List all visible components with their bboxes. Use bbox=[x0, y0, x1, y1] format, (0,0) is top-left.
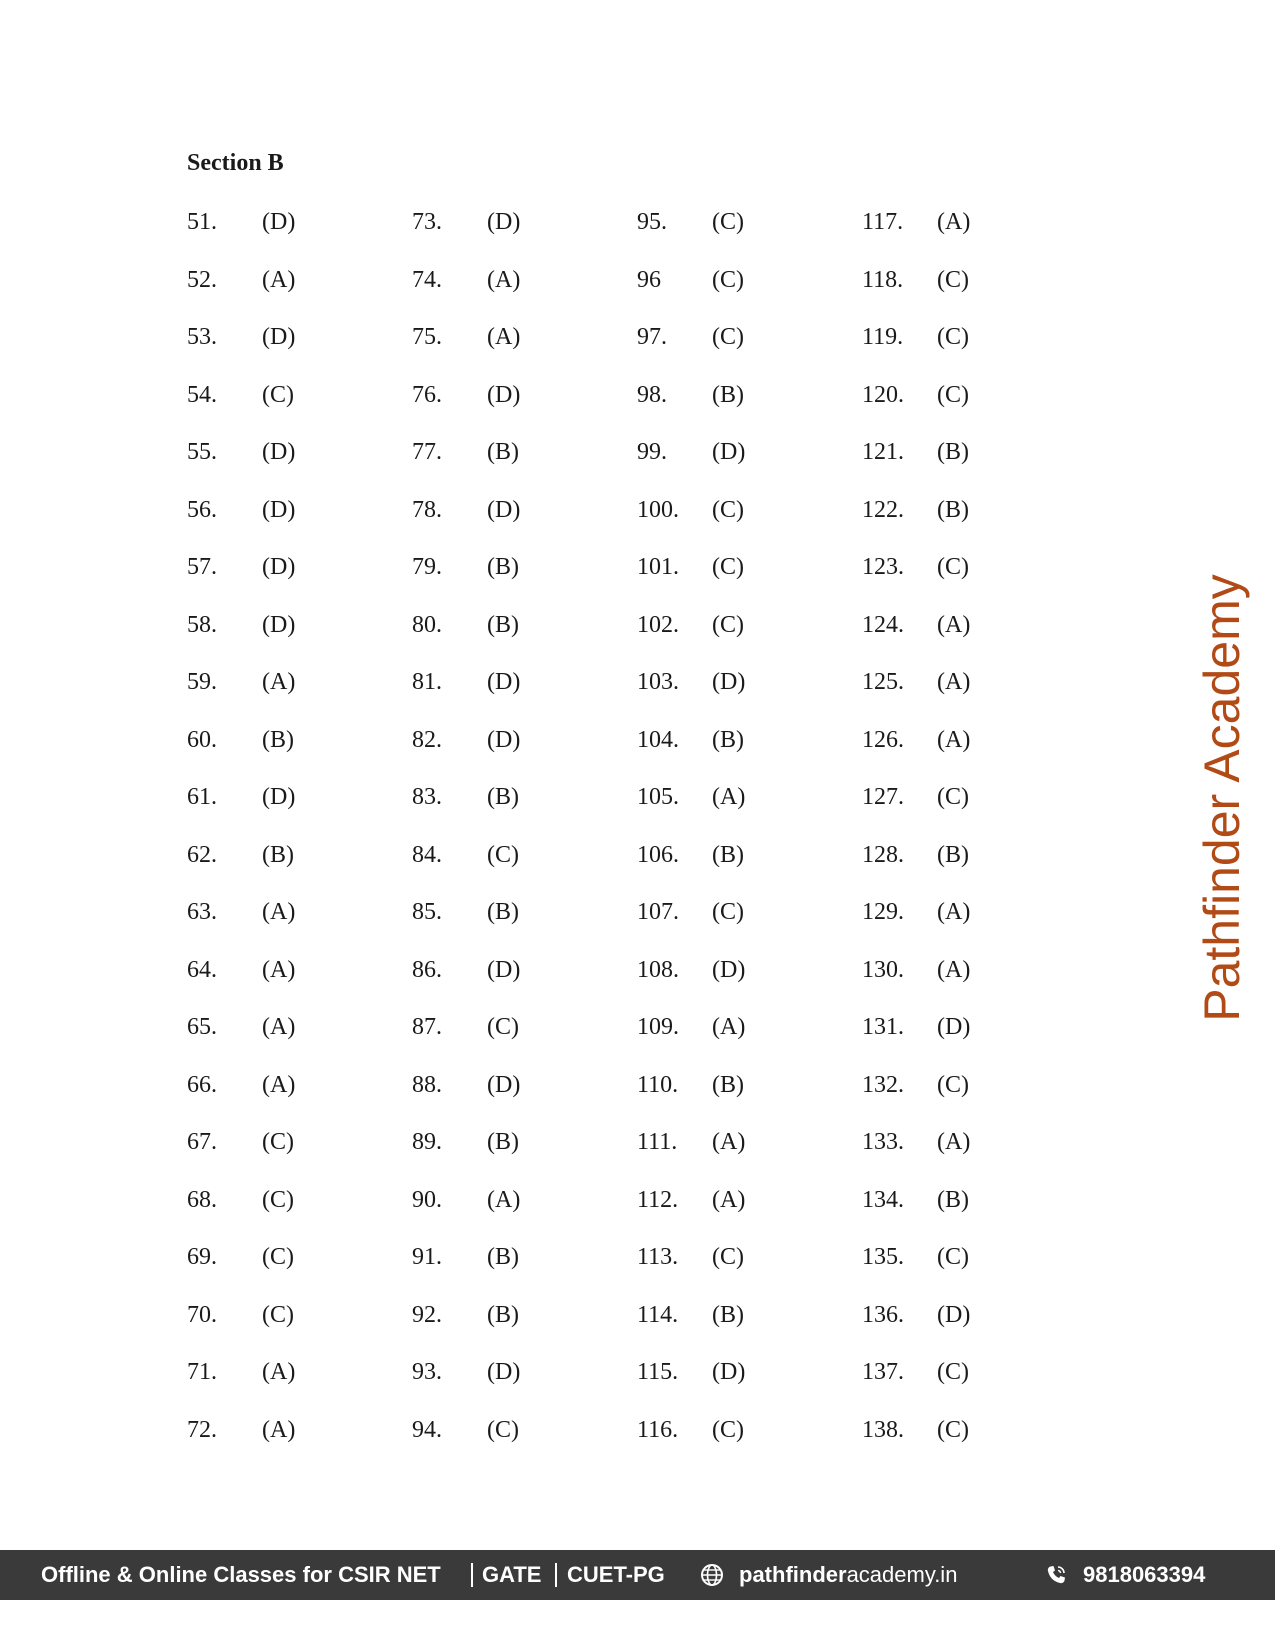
answer-option: (A) bbox=[937, 956, 971, 983]
question-number: 51. bbox=[187, 209, 217, 235]
question-number: 122. bbox=[862, 496, 904, 523]
question-number: 105. bbox=[637, 784, 679, 810]
answer-option: (A) bbox=[262, 1014, 296, 1040]
answer-option: (D) bbox=[712, 439, 746, 465]
answer-option: (D) bbox=[487, 1359, 521, 1385]
question-number: 64. bbox=[187, 956, 217, 983]
question-number: 121. bbox=[862, 439, 904, 465]
question-number: 55. bbox=[187, 439, 217, 465]
answer-option: (D) bbox=[712, 1359, 746, 1385]
answer-option: (D) bbox=[937, 1301, 971, 1328]
section-title: Section B bbox=[187, 150, 284, 176]
answer-option: (B) bbox=[487, 1129, 519, 1155]
answer-option: (D) bbox=[262, 496, 296, 523]
answer-option: (A) bbox=[262, 1359, 296, 1385]
footer-cuet-text: CUET-PG bbox=[567, 1562, 665, 1587]
answer-option: (D) bbox=[487, 496, 521, 523]
answer-option: (C) bbox=[712, 496, 744, 523]
question-number: 109. bbox=[637, 1014, 679, 1040]
answer-option: (C) bbox=[487, 1416, 519, 1443]
answer-option: (A) bbox=[487, 324, 521, 350]
question-number: 67. bbox=[187, 1129, 217, 1155]
answer-option: (B) bbox=[262, 841, 294, 868]
answer-option: (C) bbox=[712, 324, 744, 350]
question-number: 103. bbox=[637, 669, 679, 695]
question-number: 99. bbox=[637, 439, 667, 465]
question-number: 70. bbox=[187, 1301, 217, 1328]
answer-option: (D) bbox=[262, 784, 296, 810]
question-number: 100. bbox=[637, 496, 679, 523]
answer-option: (A) bbox=[262, 266, 296, 293]
question-number: 90. bbox=[412, 1186, 442, 1213]
phone-icon bbox=[1044, 1563, 1068, 1587]
question-number: 98. bbox=[637, 381, 667, 408]
question-number: 93. bbox=[412, 1359, 442, 1385]
question-number: 56. bbox=[187, 496, 217, 523]
question-number: 113. bbox=[637, 1244, 679, 1270]
answer-option: (C) bbox=[937, 1359, 969, 1385]
question-number: 108. bbox=[637, 956, 679, 983]
answer-option: (B) bbox=[937, 841, 969, 868]
answer-option: (C) bbox=[937, 324, 969, 350]
answer-option: (B) bbox=[487, 1301, 519, 1328]
question-number: 60. bbox=[187, 726, 217, 753]
answer-option: (B) bbox=[262, 726, 294, 753]
question-number: 95. bbox=[637, 209, 667, 235]
answer-option: (A) bbox=[937, 726, 971, 753]
question-number: 138. bbox=[862, 1416, 904, 1443]
answer-option: (B) bbox=[487, 784, 519, 810]
answer-option: (B) bbox=[712, 841, 744, 868]
question-number: 87. bbox=[412, 1014, 442, 1040]
answer-option: (C) bbox=[937, 381, 969, 408]
question-number: 134. bbox=[862, 1186, 904, 1213]
answer-option: (C) bbox=[712, 554, 744, 580]
answer-option: (D) bbox=[487, 726, 521, 753]
question-number: 57. bbox=[187, 554, 217, 580]
answer-option: (D) bbox=[262, 209, 296, 235]
answer-option: (C) bbox=[487, 1014, 519, 1040]
answer-option: (D) bbox=[487, 209, 521, 235]
question-number: 116. bbox=[637, 1416, 679, 1443]
answer-option: (A) bbox=[262, 669, 296, 695]
question-number: 81. bbox=[412, 669, 442, 695]
question-number: 76. bbox=[412, 381, 442, 408]
question-number: 106. bbox=[637, 841, 679, 868]
answer-option: (C) bbox=[937, 1244, 969, 1270]
question-number: 135. bbox=[862, 1244, 904, 1270]
answer-option: (B) bbox=[937, 1186, 969, 1213]
watermark-text: Pathfinder Academy bbox=[1194, 574, 1250, 1022]
answer-option: (C) bbox=[712, 266, 744, 293]
question-number: 58. bbox=[187, 611, 217, 638]
question-number: 78. bbox=[412, 496, 442, 523]
question-number: 92. bbox=[412, 1301, 442, 1328]
answer-option: (D) bbox=[262, 439, 296, 465]
question-number: 130. bbox=[862, 956, 904, 983]
question-number: 79. bbox=[412, 554, 442, 580]
answer-option: (C) bbox=[712, 1416, 744, 1443]
answer-option: (D) bbox=[262, 324, 296, 350]
answer-option: (B) bbox=[487, 439, 519, 465]
question-number: 104. bbox=[637, 726, 679, 753]
question-number: 120. bbox=[862, 381, 904, 408]
footer-gate-text: GATE bbox=[482, 1562, 542, 1587]
question-number: 111. bbox=[637, 1129, 678, 1155]
answer-option: (C) bbox=[937, 554, 969, 580]
question-number: 107. bbox=[637, 899, 679, 925]
question-number: 62. bbox=[187, 841, 217, 868]
answer-option: (C) bbox=[262, 1301, 294, 1328]
answer-option: (C) bbox=[262, 1244, 294, 1270]
answer-option: (C) bbox=[487, 841, 519, 868]
answer-option: (A) bbox=[937, 899, 971, 925]
question-number: 94. bbox=[412, 1416, 442, 1443]
answer-option: (B) bbox=[712, 381, 744, 408]
answer-option: (A) bbox=[262, 899, 296, 925]
answer-option: (D) bbox=[262, 611, 296, 638]
answer-option: (D) bbox=[712, 669, 746, 695]
answer-option: (D) bbox=[487, 669, 521, 695]
answer-option: (B) bbox=[712, 726, 744, 753]
question-number: 101. bbox=[637, 554, 679, 580]
answer-option: (D) bbox=[262, 554, 296, 580]
answer-option: (C) bbox=[262, 1186, 294, 1213]
question-number: 137. bbox=[862, 1359, 904, 1385]
answer-option: (A) bbox=[937, 209, 971, 235]
globe-icon bbox=[700, 1563, 724, 1587]
question-number: 80. bbox=[412, 611, 442, 638]
answer-option: (D) bbox=[487, 1071, 521, 1098]
question-number: 52. bbox=[187, 266, 217, 293]
question-number: 72. bbox=[187, 1416, 217, 1443]
footer-website-link[interactable] bbox=[739, 1550, 957, 1600]
question-number: 68. bbox=[187, 1186, 217, 1213]
answer-option: (A) bbox=[937, 611, 971, 638]
question-number: 102. bbox=[637, 611, 679, 638]
question-number: 114. bbox=[637, 1301, 679, 1328]
question-number: 71. bbox=[187, 1359, 217, 1385]
question-number: 89. bbox=[412, 1129, 442, 1155]
answer-option: (C) bbox=[262, 381, 294, 408]
question-number: 59. bbox=[187, 669, 217, 695]
footer-bar bbox=[0, 1550, 1275, 1600]
question-number: 132. bbox=[862, 1071, 904, 1098]
question-number: 69. bbox=[187, 1244, 217, 1270]
answer-option: (B) bbox=[487, 1244, 519, 1270]
question-number: 115. bbox=[637, 1359, 679, 1385]
question-number: 54. bbox=[187, 381, 217, 408]
answer-option: (C) bbox=[937, 266, 969, 293]
answer-option: (C) bbox=[262, 1129, 294, 1155]
answer-option: (A) bbox=[712, 1014, 746, 1040]
answer-option: (A) bbox=[262, 956, 296, 983]
question-number: 131. bbox=[862, 1014, 904, 1040]
question-number: 82. bbox=[412, 726, 442, 753]
question-number: 86. bbox=[412, 956, 442, 983]
answer-option: (C) bbox=[712, 611, 744, 638]
answer-option: (B) bbox=[487, 899, 519, 925]
answer-option: (A) bbox=[712, 1129, 746, 1155]
answer-option: (D) bbox=[712, 956, 746, 983]
answer-option: (A) bbox=[487, 266, 521, 293]
question-number: 127. bbox=[862, 784, 904, 810]
question-number: 96 bbox=[637, 266, 661, 293]
question-number: 133. bbox=[862, 1129, 904, 1155]
question-number: 124. bbox=[862, 611, 904, 638]
question-number: 61. bbox=[187, 784, 217, 810]
website-bold: pathfinder bbox=[739, 1562, 847, 1587]
question-number: 117. bbox=[862, 209, 904, 235]
question-number: 125. bbox=[862, 669, 904, 695]
question-number: 91. bbox=[412, 1244, 442, 1270]
question-number: 74. bbox=[412, 266, 442, 293]
answer-option: (C) bbox=[712, 899, 744, 925]
question-number: 85. bbox=[412, 899, 442, 925]
answer-option: (C) bbox=[937, 1071, 969, 1098]
answer-option: (B) bbox=[712, 1071, 744, 1098]
answer-option: (D) bbox=[487, 381, 521, 408]
answer-option: (B) bbox=[487, 554, 519, 580]
answer-option: (B) bbox=[937, 439, 969, 465]
question-number: 53. bbox=[187, 324, 217, 350]
answer-option: (B) bbox=[937, 496, 969, 523]
question-number: 118. bbox=[862, 266, 904, 293]
question-number: 66. bbox=[187, 1071, 217, 1098]
answer-option: (B) bbox=[712, 1301, 744, 1328]
answer-option: (D) bbox=[487, 956, 521, 983]
footer-classes-text: Offline & Online Classes for CSIR NET bbox=[41, 1562, 441, 1587]
question-number: 126. bbox=[862, 726, 904, 753]
question-number: 123. bbox=[862, 554, 904, 580]
question-number: 75. bbox=[412, 324, 442, 350]
answer-option: (B) bbox=[487, 611, 519, 638]
website-light: academy.in bbox=[846, 1562, 958, 1587]
answer-option: (A) bbox=[487, 1186, 521, 1213]
question-number: 83. bbox=[412, 784, 442, 810]
footer-divider bbox=[471, 1563, 473, 1587]
question-number: 128. bbox=[862, 841, 904, 868]
question-number: 112. bbox=[637, 1186, 679, 1213]
footer-phone-number[interactable]: 9818063394 bbox=[1083, 1562, 1206, 1587]
question-number: 88. bbox=[412, 1071, 442, 1098]
question-number: 63. bbox=[187, 899, 217, 925]
question-number: 136. bbox=[862, 1301, 904, 1328]
answer-option: (C) bbox=[937, 784, 969, 810]
footer-divider bbox=[555, 1563, 557, 1587]
answer-option: (C) bbox=[937, 1416, 969, 1443]
question-number: 97. bbox=[637, 324, 667, 350]
answer-option: (A) bbox=[937, 669, 971, 695]
question-number: 73. bbox=[412, 209, 442, 235]
question-number: 119. bbox=[862, 324, 904, 350]
answer-option: (D) bbox=[937, 1014, 971, 1040]
answer-option: (C) bbox=[712, 209, 744, 235]
question-number: 77. bbox=[412, 439, 442, 465]
question-number: 110. bbox=[637, 1071, 679, 1098]
answer-option: (A) bbox=[712, 784, 746, 810]
answer-option: (A) bbox=[262, 1071, 296, 1098]
answer-option: (A) bbox=[262, 1416, 296, 1443]
answer-option: (A) bbox=[937, 1129, 971, 1155]
question-number: 84. bbox=[412, 841, 442, 868]
answer-option: (C) bbox=[712, 1244, 744, 1270]
question-number: 65. bbox=[187, 1014, 217, 1040]
answer-option: (A) bbox=[712, 1186, 746, 1213]
question-number: 129. bbox=[862, 899, 904, 925]
